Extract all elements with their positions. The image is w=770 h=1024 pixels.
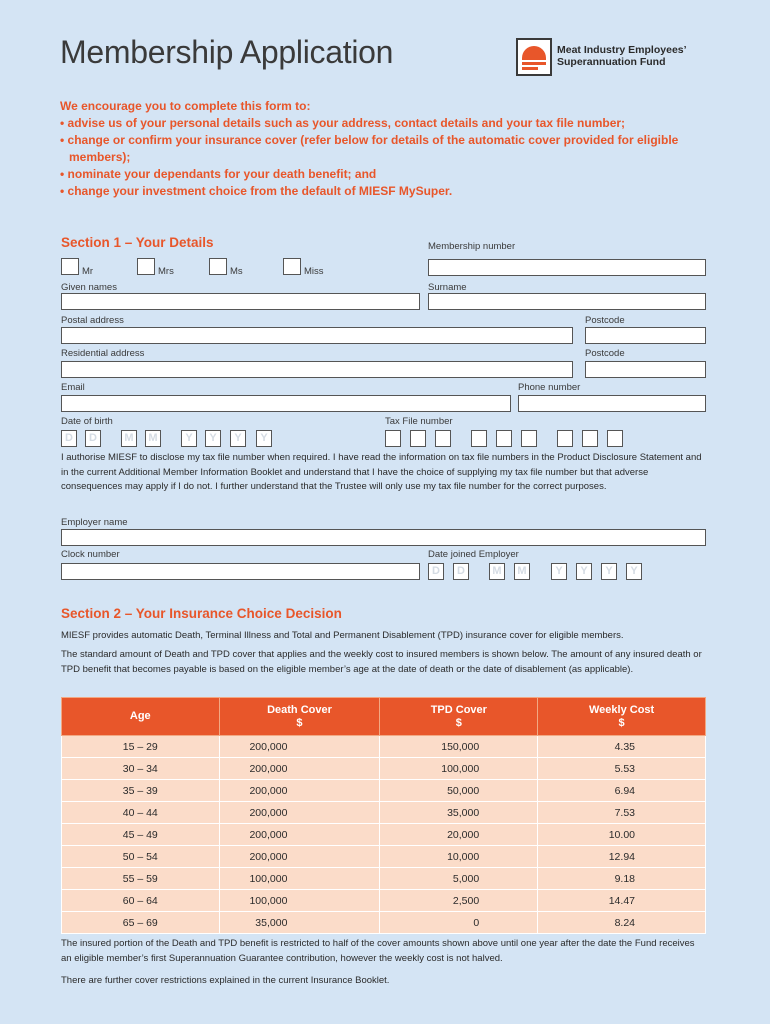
email-label: Email bbox=[61, 382, 85, 393]
table-row: 15 – 29 200,000 150,000 4.35 bbox=[62, 736, 706, 758]
dob-year-box[interactable] bbox=[230, 430, 246, 447]
header-tpd-cover: TPD Cover $ bbox=[380, 698, 538, 736]
header-death-cover: Death Cover $ bbox=[219, 698, 380, 736]
table-row: 65 – 69 35,000 0 8.24 bbox=[62, 912, 706, 934]
joined-month-box[interactable] bbox=[514, 563, 530, 580]
joined-placeholder: D bbox=[457, 565, 465, 577]
table-row: 35 – 39 200,000 50,000 6.94 bbox=[62, 780, 706, 802]
dob-month-box[interactable] bbox=[145, 430, 161, 447]
table-header-row bbox=[62, 698, 706, 736]
phone-number-field[interactable] bbox=[518, 395, 706, 412]
employer-name-label: Employer name bbox=[61, 517, 128, 528]
title-mrs-checkbox[interactable] bbox=[137, 258, 155, 275]
dob-placeholder: Y bbox=[209, 432, 217, 444]
joined-placeholder: Y bbox=[605, 565, 613, 577]
tfn-digit-box[interactable] bbox=[471, 430, 487, 447]
surname-field[interactable] bbox=[428, 293, 706, 310]
joined-placeholder: M bbox=[492, 565, 502, 577]
insurance-cover-table bbox=[61, 697, 706, 934]
phone-number-label: Phone number bbox=[518, 382, 581, 393]
dob-month-box[interactable] bbox=[121, 430, 137, 447]
title-mr-label: Mr bbox=[82, 266, 94, 277]
clock-number-field[interactable] bbox=[61, 563, 420, 580]
tfn-digit-box[interactable] bbox=[496, 430, 512, 447]
email-field[interactable] bbox=[61, 395, 511, 412]
table-row: 55 – 59 100,000 5,000 9.18 bbox=[62, 868, 706, 890]
fund-logo-icon bbox=[516, 38, 552, 76]
intro-bullet: • nominate your dependants for your death benefit; and bbox=[60, 167, 377, 181]
title-ms-label: Ms bbox=[230, 266, 243, 277]
surname-label: Surname bbox=[428, 282, 467, 293]
postal-address-field[interactable] bbox=[61, 327, 573, 344]
dob-placeholder: D bbox=[89, 432, 97, 444]
tfn-authorisation-text: I authorise MIESF to disclose my tax file number when required. I have read the information on tax file numbers in the Product Disclosure Statement and in the current Additional Member Information Booklet and understand that I have the choice of supplying my tax file number but that adverse consequences may apply if I do not. I further understand that the Trustee will only use my tax file number for the correct purposes. bbox=[61, 452, 702, 492]
title-miss-checkbox[interactable] bbox=[283, 258, 301, 275]
tfn-digit-box[interactable] bbox=[557, 430, 573, 447]
residential-address-field[interactable] bbox=[61, 361, 573, 378]
dob-year-box[interactable] bbox=[205, 430, 221, 447]
dob-placeholder: Y bbox=[260, 432, 268, 444]
joined-day-box[interactable] bbox=[428, 563, 444, 580]
dob-placeholder: M bbox=[148, 432, 158, 444]
postal-postcode-field[interactable] bbox=[585, 327, 706, 344]
fund-name-line1: Meat Industry Employees’ bbox=[557, 44, 687, 56]
joined-day-box[interactable] bbox=[453, 563, 469, 580]
residential-address-label: Residential address bbox=[61, 348, 145, 359]
dob-placeholder: Y bbox=[234, 432, 242, 444]
section2-title: Section 2 – Your Insurance Choice Decision bbox=[61, 606, 342, 621]
joined-placeholder: Y bbox=[555, 565, 563, 577]
joined-placeholder: Y bbox=[630, 565, 638, 577]
table-row: 45 – 49 200,000 20,000 10.00 bbox=[62, 824, 706, 846]
joined-placeholder: M bbox=[517, 565, 527, 577]
section1-title: Section 1 – Your Details bbox=[61, 235, 214, 250]
joined-placeholder: D bbox=[432, 565, 440, 577]
dob-year-box[interactable] bbox=[256, 430, 272, 447]
membership-number-label: Membership number bbox=[428, 241, 516, 252]
title-mr-checkbox[interactable] bbox=[61, 258, 79, 275]
joined-year-box[interactable] bbox=[626, 563, 642, 580]
intro-block bbox=[60, 98, 740, 200]
postal-postcode-label: Postcode bbox=[585, 315, 625, 326]
tfn-digit-box[interactable] bbox=[582, 430, 598, 447]
table-row: 30 – 34 200,000 100,000 5.53 bbox=[62, 758, 706, 780]
tfn-digit-box[interactable] bbox=[521, 430, 537, 447]
residential-postcode-field[interactable] bbox=[585, 361, 706, 378]
joined-year-box[interactable] bbox=[576, 563, 592, 580]
date-of-birth-label: Date of birth bbox=[61, 416, 113, 427]
joined-year-box[interactable] bbox=[551, 563, 567, 580]
fund-name bbox=[557, 44, 687, 68]
joined-month-box[interactable] bbox=[489, 563, 505, 580]
tfn-digit-box[interactable] bbox=[435, 430, 451, 447]
fund-name-line2: Superannuation Fund bbox=[557, 56, 666, 68]
header-age: Age bbox=[62, 698, 220, 736]
joined-placeholder: Y bbox=[580, 565, 588, 577]
section2-standard-cover-text: The standard amount of Death and TPD cover that applies and the weekly cost to insured members is shown below. The amount of any insured death or TPD benefit that becomes payable is based on the eligible member’s age at the date of death or the date of disablement (as applicable). bbox=[61, 649, 702, 675]
table-row: 60 – 64 100,000 2,500 14.47 bbox=[62, 890, 706, 912]
intro-bullet: • change or confirm your insurance cover (refer below for details of the automatic cover provided for eligible members); bbox=[60, 133, 679, 164]
section2-intro: MIESF provides automatic Death, Terminal Illness and Total and Permanent Disablement (TPD) insurance cover for eligible members. bbox=[61, 630, 624, 641]
dob-year-box[interactable] bbox=[181, 430, 197, 447]
table-row: 40 – 44 200,000 35,000 7.53 bbox=[62, 802, 706, 824]
header-weekly-cost: Weekly Cost $ bbox=[538, 698, 706, 736]
table-row: 50 – 54 200,000 10,000 12.94 bbox=[62, 846, 706, 868]
clock-number-label: Clock number bbox=[61, 549, 120, 560]
tfn-digit-box[interactable] bbox=[410, 430, 426, 447]
postal-address-label: Postal address bbox=[61, 315, 124, 326]
tfn-digit-box[interactable] bbox=[607, 430, 623, 447]
joined-year-box[interactable] bbox=[601, 563, 617, 580]
title-ms-checkbox[interactable] bbox=[209, 258, 227, 275]
tax-file-number-label: Tax File number bbox=[385, 416, 453, 427]
tfn-digit-box[interactable] bbox=[385, 430, 401, 447]
given-names-label: Given names bbox=[61, 282, 117, 293]
dob-placeholder: Y bbox=[185, 432, 193, 444]
intro-bullet: • change your investment choice from the default of MIESF MySuper. bbox=[60, 184, 453, 198]
dob-placeholder: M bbox=[124, 432, 134, 444]
membership-number-field[interactable] bbox=[428, 259, 706, 276]
page-title: Membership Application bbox=[60, 34, 394, 70]
title-mrs-label: Mrs bbox=[158, 266, 174, 277]
intro-lead: We encourage you to complete this form to: bbox=[60, 99, 311, 113]
employer-name-field[interactable] bbox=[61, 529, 706, 546]
residential-postcode-label: Postcode bbox=[585, 348, 625, 359]
intro-bullet: • advise us of your personal details such as your address, contact details and your tax file number; bbox=[60, 116, 626, 130]
insurance-booklet-note: There are further cover restrictions explained in the current Insurance Booklet. bbox=[61, 975, 390, 986]
dob-day-box[interactable] bbox=[85, 430, 101, 447]
given-names-field[interactable] bbox=[61, 293, 420, 310]
date-joined-label: Date joined Employer bbox=[428, 549, 519, 560]
cover-restriction-note: The insured portion of the Death and TPD benefit is restricted to half of the cover amounts shown above until one year after the date the Fund receives an eligible member’s first Superannuation Guarantee contribution, however the weekly cost is not halved. bbox=[61, 938, 695, 964]
dob-placeholder: D bbox=[65, 432, 73, 444]
dob-day-box[interactable] bbox=[61, 430, 77, 447]
title-miss-label: Miss bbox=[304, 266, 324, 277]
